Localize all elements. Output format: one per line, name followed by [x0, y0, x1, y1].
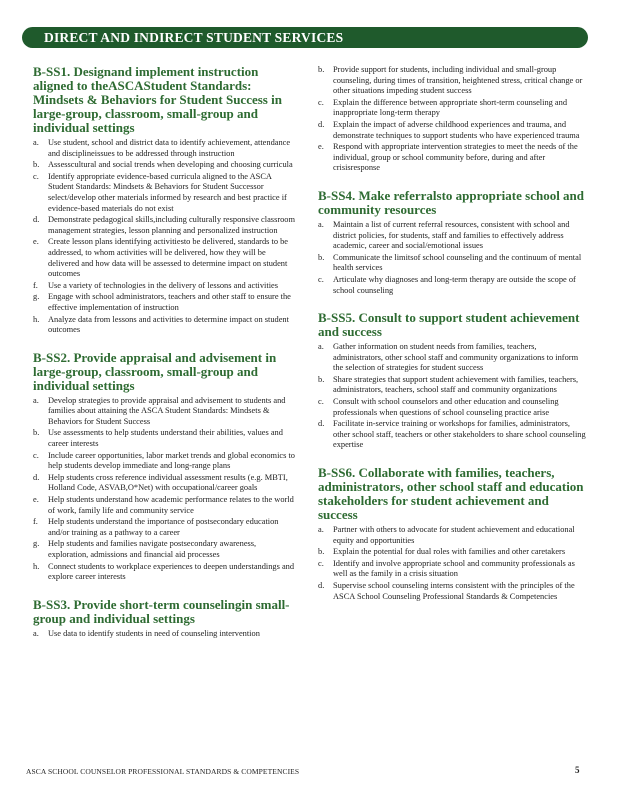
competency-item	[318, 120, 588, 141]
item-text: Use a variety of technologies in the delivery of lessons and activities	[48, 280, 279, 290]
competency-list	[33, 138, 295, 336]
item-text: Facilitate in-service training or workshops for families, administrators, other school staff, teachers or other stakeholders to share school counseling expertise	[333, 419, 586, 450]
item-letter: h.	[33, 314, 40, 324]
item-text: Develop strategies to provide appraisal and advisement to students and families about attaining the ASCA Student Standards: Mindsets & Behaviors for Student Success	[48, 395, 286, 426]
competency-item	[318, 525, 588, 546]
competency-list	[33, 629, 295, 640]
item-letter: a.	[318, 219, 324, 229]
competency-item	[318, 547, 588, 558]
competency-list	[318, 525, 588, 602]
competency-item	[33, 428, 295, 449]
competency-item	[33, 473, 295, 494]
item-text: Use student, school and district data to identify achievement, attendance and disciplineissues to be addressed through instruction	[48, 138, 291, 158]
item-letter: b.	[318, 252, 325, 262]
left-column	[33, 65, 295, 640]
competency-item	[33, 315, 295, 336]
competency-item	[318, 275, 588, 296]
item-text: Demonstrate pedagogical skills,including culturally responsive classroom management strategies, lesson planning and personalized instruction	[48, 215, 296, 235]
competency-item	[33, 237, 295, 279]
standard-heading: B-SS2. Provide appraisal and advisement in large-group, classroom, small-group and individual settings	[33, 349, 277, 393]
competency-item	[318, 375, 588, 396]
competency-item	[33, 172, 295, 214]
item-text: Supervise school counseling interns consistent with the principles of the ASCA School Counseling Professional Standards & Competencies	[333, 581, 575, 601]
standard-heading: B-SS6. Collaborate with families, teachers, administrators, other school staff and education stakeholders for student achievement and success	[318, 465, 584, 523]
competency-item	[318, 559, 588, 580]
section-gap	[33, 337, 295, 351]
section-gap	[318, 297, 588, 311]
item-text: Use data to identify students in need of counseling intervention	[48, 628, 260, 638]
section-gap	[33, 584, 295, 598]
item-text: Analyze data from lessons and activities to determine impact on student outcomes	[48, 314, 289, 335]
standard-heading: B-SS1. Designand implement instruction aligned to theASCAStudent Standards: Mindsets & Behaviors for Student Success in large-group, classroom, small-group and individual settings	[33, 64, 282, 135]
item-text: Assesscultural and social trends when developing and choosing curricula	[48, 160, 293, 170]
competency-item	[33, 292, 295, 313]
item-letter: b.	[33, 160, 40, 170]
competency-item	[33, 138, 295, 159]
item-letter: b.	[318, 374, 325, 384]
item-text: Partner with others to advocate for student achievement and educational equity and opportunities	[333, 525, 575, 545]
competency-item	[318, 342, 588, 374]
item-letter: b.	[318, 547, 325, 557]
item-letter: a.	[33, 395, 39, 405]
item-text: Include career opportunities, labor market trends and global economics to help students develop immediate and long-range plans	[48, 450, 295, 471]
item-text: Provide support for students, including individual and small-group counseling, during times of transition, heightened stress, critical change or other situations impeding student success	[333, 65, 583, 96]
item-letter: c.	[318, 97, 324, 107]
item-text: Connect students to workplace experiences to deepen understandings and explore career interests	[48, 561, 295, 582]
item-text: Create lesson plans identifying activitiesto be delivered, standards to be addressed, to whom activities will be delivered, how they will be delivered and how data will be assessed to determine impact on student outcomes	[48, 237, 289, 279]
item-letter: h.	[33, 561, 40, 571]
section-gap	[318, 452, 588, 466]
competency-item	[318, 397, 588, 418]
competency-item	[33, 215, 295, 236]
competency-item	[33, 160, 295, 171]
competency-item	[318, 98, 588, 119]
competency-item	[33, 562, 295, 583]
item-letter: b.	[318, 65, 325, 74]
section-banner: DIRECT AND INDIRECT STUDENT SERVICES	[22, 27, 588, 48]
item-letter: e.	[33, 495, 39, 505]
item-text: Consult with school counselors and other education and counseling professionals when questions of school counseling practice arise	[333, 397, 559, 417]
competency-list	[33, 396, 295, 583]
competency-item	[318, 142, 588, 174]
item-letter: d.	[318, 119, 325, 129]
item-letter: a.	[33, 628, 39, 638]
item-letter: b.	[33, 428, 40, 438]
competency-list	[318, 65, 588, 174]
item-letter: d.	[318, 581, 325, 590]
competency-item	[33, 539, 295, 560]
item-text: Communicate the limitsof school counseling and the continuum of mental health services	[333, 252, 582, 273]
item-text: Identify appropriate evidence-based curricula aligned to the ASCA Student Standards: Mindsets & Behaviors for Student Successor select/develop other materials informed by research and best practice if evidence-based materials do not exist	[48, 171, 287, 213]
item-letter: a.	[318, 342, 324, 352]
competency-item	[33, 281, 295, 292]
competency-list	[318, 342, 588, 451]
page-number: 5	[575, 765, 580, 775]
item-text: Help students understand how academic performance relates to the world of work, family life and community service	[48, 495, 294, 515]
item-letter: c.	[33, 171, 39, 181]
item-letter: c.	[318, 558, 324, 568]
competency-item	[33, 451, 295, 472]
standard-heading: B-SS5. Consult to support student achievement and success	[318, 310, 580, 340]
item-text: Explain the impact of adverse childhood experiences and trauma, and demonstrate techniques to support students who have experienced trauma	[333, 119, 580, 140]
item-text: Respond with appropriate intervention strategies to meet the needs of the individual, group or school community before, during and after crisisresponse	[333, 142, 578, 173]
competency-item	[318, 65, 588, 97]
item-letter: c.	[33, 450, 39, 460]
item-letter: d.	[33, 215, 40, 225]
right-column	[318, 65, 588, 603]
item-letter: c.	[318, 274, 324, 284]
item-letter: f.	[33, 280, 38, 290]
standard-heading: B-SS4. Make referralsto appropriate school and community resources	[318, 187, 585, 217]
competency-item	[318, 581, 588, 602]
item-text: Explain the difference between appropriate short-term counseling and inappropriate long-term therapy	[333, 97, 568, 118]
item-letter: g.	[33, 292, 40, 302]
standard-heading: B-SS3. Provide short-term counselingin small-group and individual settings	[33, 596, 290, 626]
item-text: Use assessments to help students understand their abilities, values and career interests	[48, 428, 283, 449]
item-letter: a.	[318, 525, 324, 535]
item-letter: a.	[33, 138, 39, 147]
item-text: Gather information on student needs from families, teachers, administrators, other school staff and community organizations to inform the selection of strategies for student success	[333, 342, 579, 373]
competency-item	[33, 495, 295, 516]
item-letter: c.	[318, 397, 324, 407]
item-text: Help students understand the importance of postsecondary education and/or training as a pathway to a career	[48, 517, 279, 537]
competency-item	[33, 517, 295, 538]
item-text: Identify and involve appropriate school and community professionals as well as the family in a crisis situation	[333, 558, 575, 579]
item-letter: g.	[33, 539, 40, 549]
competency-item	[33, 396, 295, 428]
competency-item	[318, 220, 588, 252]
item-text: Explain the potential for dual roles with families and other caretakers	[333, 547, 566, 557]
item-letter: d.	[318, 419, 325, 429]
item-letter: f.	[33, 517, 38, 527]
competency-item	[318, 419, 588, 451]
item-letter: d.	[33, 472, 40, 482]
item-text: Articulate why diagnoses and long-term therapy are outside the scope of school counseling	[333, 274, 576, 295]
item-text: Engage with school administrators, teachers and other staff to ensure the effective implementation of instruction	[48, 292, 291, 312]
item-text: Help students and families navigate postsecondary awareness, exploration, admissions and financial aid processes	[48, 539, 257, 559]
item-text: Help students cross reference individual assessment results (e.g. MBTI, Holland Code, ASVAB,O*Net) with occupational/career goals	[48, 472, 288, 493]
section-gap	[318, 175, 588, 189]
item-letter: e.	[318, 142, 324, 152]
competency-item	[33, 629, 295, 640]
competency-list	[318, 220, 588, 296]
item-letter: e.	[33, 237, 39, 247]
footer-title: ASCA SCHOOL COUNSELOR PROFESSIONAL STANDARDS & COMPETENCIES	[26, 767, 300, 776]
item-text: Share strategies that support student achievement with families, teachers, administrators, teachers, school staff and community organizations	[333, 374, 579, 395]
item-text: Maintain a list of current referral resources, consistent with school and district policies, for students, staff and families to effectively address academic, career and social/emotional issues	[333, 219, 570, 251]
competency-item	[318, 253, 588, 274]
